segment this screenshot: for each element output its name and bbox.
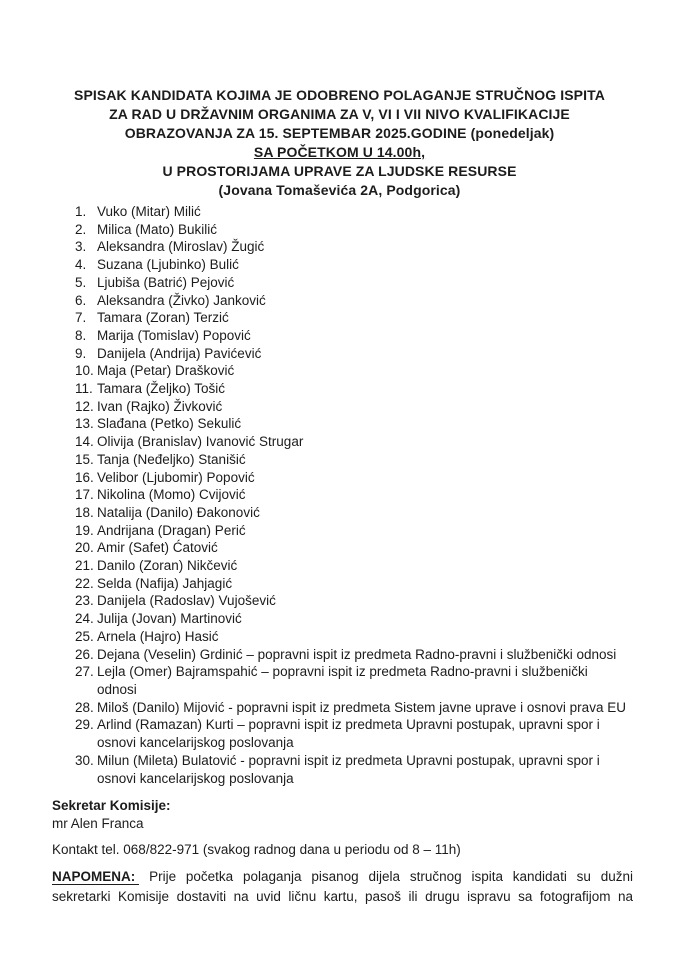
secretary-block	[52, 797, 171, 833]
list-item	[75, 504, 655, 522]
document-title	[0, 86, 679, 200]
list-item-number: 3.	[75, 239, 87, 255]
candidate-name: Ivan (Rajko) Živković	[97, 398, 223, 414]
list-item-number: 8.	[75, 327, 87, 343]
title-line-5: U PROSTORIJAMA UPRAVE ZA LJUDSKE RESURSE	[162, 163, 517, 179]
list-item	[75, 433, 655, 451]
list-item-number: 24.	[75, 611, 94, 627]
list-item	[75, 238, 655, 256]
title-line-2: ZA RAD U DRŽAVNIM ORGANIMA ZA V, VI I VII NIVO KVALIFIKACIJE	[109, 106, 570, 122]
list-item-number: 10.	[75, 363, 94, 379]
candidate-name: Danijela (Radoslav) Vujošević	[97, 593, 276, 609]
list-item	[75, 699, 655, 717]
candidate-name: Aleksandra (Živko) Janković	[97, 292, 266, 308]
candidate-name: Danilo (Zoran) Nikčević	[97, 558, 238, 574]
list-item-number: 17.	[75, 487, 94, 503]
candidate-name: Arnela (Hajro) Hasić	[97, 628, 219, 644]
list-item-number: 20.	[75, 540, 94, 556]
candidate-name: Velibor (Ljubomir) Popović	[97, 469, 255, 485]
secretary-label: Sekretar Komisije:	[52, 798, 171, 813]
list-item-number: 26.	[75, 646, 94, 662]
list-item-number: 30.	[75, 752, 94, 768]
list-item-number: 22.	[75, 575, 94, 591]
list-item-number: 28.	[75, 699, 94, 715]
note-label: NAPOMENA:	[52, 869, 139, 885]
title-line-6: (Jovana Tomaševića 2A, Podgorica)	[218, 182, 461, 198]
list-item	[75, 486, 655, 504]
list-item	[75, 415, 655, 433]
list-item-number: 16.	[75, 469, 94, 485]
list-item	[75, 327, 655, 345]
list-item	[75, 362, 655, 380]
list-item-number: 14.	[75, 434, 94, 450]
candidate-name: Slađana (Petko) Sekulić	[97, 416, 242, 432]
secretary-name: mr Alen Franca	[52, 816, 144, 831]
candidate-name-continuation: osnovi kancelarijskog poslovanja	[97, 735, 294, 751]
list-item	[75, 203, 655, 221]
candidate-name: Suzana (Ljubinko) Bulić	[97, 257, 239, 273]
list-item	[75, 610, 655, 628]
candidate-name: Andrijana (Dragan) Perić	[97, 522, 246, 538]
list-item	[75, 309, 655, 327]
list-item	[75, 646, 655, 664]
candidate-name: Vuko (Mitar) Milić	[97, 204, 201, 219]
list-item-number: 15.	[75, 451, 94, 467]
candidate-name: Milun (Mileta) Bulatović - popravni ispit iz predmeta Upravni postupak, upravni spor i osnovi kancelarijskog poslovanja	[97, 752, 655, 787]
list-item-number: 29.	[75, 717, 94, 733]
list-item	[75, 451, 655, 469]
list-item-number: 19.	[75, 522, 94, 538]
note-text-line-1: Prije početka polaganja pisanog dijela stručnog ispita kandidati su dužni	[149, 869, 633, 884]
list-item	[75, 380, 655, 398]
note-line-1	[52, 867, 633, 887]
candidate-name: Marija (Tomislav) Popović	[97, 327, 251, 343]
title-line-3: OBRAZOVANJA ZA 15. SEPTEMBAR 2025.GODINE (ponedeljak)	[124, 125, 555, 141]
title-line-1: SPISAK KANDIDATA KOJIMA JE ODOBRENO POLAGANJE STRUČNOG ISPITA	[74, 87, 605, 103]
candidate-name: Natalija (Danilo) Đakonović	[97, 504, 260, 520]
candidate-name: Tamara (Željko) Tošić	[97, 381, 226, 397]
candidate-name-continuation: osnovi kancelarijskog poslovanja	[97, 770, 294, 786]
list-item-number: 23.	[75, 593, 94, 609]
candidate-list	[75, 203, 655, 787]
list-item-number: 2.	[75, 221, 87, 237]
list-item	[75, 716, 655, 751]
title-line-4-underlined: SA POČETKOM U 14.00h,	[253, 144, 426, 160]
contact-line: Kontakt tel. 068/822-971 (svakog radnog dana u periodu od 8 – 11h)	[52, 842, 461, 857]
list-item-number: 25.	[75, 628, 94, 644]
list-item	[75, 628, 655, 646]
candidate-name: Ljubiša (Batrić) Pejović	[97, 274, 235, 290]
list-item-number: 1.	[75, 204, 87, 219]
candidate-name: Olivija (Branislav) Ivanović Strugar	[97, 434, 304, 450]
list-item	[75, 398, 655, 416]
list-item	[75, 557, 655, 575]
list-item-number: 7.	[75, 310, 87, 326]
note-block	[52, 867, 633, 907]
list-item-number: 6.	[75, 292, 87, 308]
list-item	[75, 592, 655, 610]
list-item-number: 4.	[75, 257, 87, 273]
candidate-name: Milica (Mato) Bukilić	[97, 221, 218, 237]
list-item-number: 21.	[75, 558, 94, 574]
candidate-name: Tanja (Neđeljko) Stanišić	[97, 451, 246, 467]
candidate-name: Nikolina (Momo) Cvijović	[97, 487, 246, 503]
candidate-name: Tamara (Zoran) Terzić	[97, 310, 229, 326]
candidate-name: Aleksandra (Miroslav) Žugić	[97, 239, 265, 255]
list-item	[75, 469, 655, 487]
candidate-name: Maja (Petar) Drašković	[97, 363, 235, 379]
list-item	[75, 274, 655, 292]
candidate-name: Danijela (Andrija) Pavićević	[97, 345, 262, 361]
candidate-name: Selda (Nafija) Jahjagić	[97, 575, 233, 591]
list-item-number: 12.	[75, 398, 94, 414]
candidate-name: Lejla (Omer) Bajramspahić – popravni ispit iz predmeta Radno-pravni i službenički odnosi	[97, 663, 655, 698]
candidate-name: Amir (Safet) Ćatović	[97, 540, 218, 556]
list-item-number: 11.	[75, 381, 93, 397]
candidate-name: Miloš (Danilo) Mijović - popravni ispit iz predmeta Sistem javne uprave i osnovi prava EU	[97, 699, 626, 715]
list-item	[75, 663, 655, 698]
candidate-name: Julija (Jovan) Martinović	[97, 611, 242, 627]
list-item	[75, 292, 655, 310]
candidate-name-continuation: odnosi	[97, 681, 137, 697]
list-item	[75, 575, 655, 593]
candidate-name: Dejana (Veselin) Grdinić – popravni ispit iz predmeta Radno-pravni i službenički odnosi	[97, 646, 617, 662]
note-text-line-2: sekretarki Komisije dostaviti na uvid ličnu kartu, pasoš ili drugu ispravu sa fotografijom na	[52, 889, 633, 904]
list-item-number: 9.	[75, 345, 87, 361]
list-item-number: 5.	[75, 274, 87, 290]
list-item	[75, 221, 655, 239]
list-item-number: 18.	[75, 504, 94, 520]
list-item	[75, 522, 655, 540]
list-item-number: 27.	[75, 664, 94, 680]
list-item	[75, 752, 655, 787]
candidate-name: Arlind (Ramazan) Kurti – popravni ispit iz predmeta Upravni postupak, upravni spor i osnovi kancelarijskog poslovanja	[97, 716, 655, 751]
list-item-number: 13.	[75, 416, 94, 432]
list-item	[75, 345, 655, 363]
list-item	[75, 539, 655, 557]
list-item	[75, 256, 655, 274]
